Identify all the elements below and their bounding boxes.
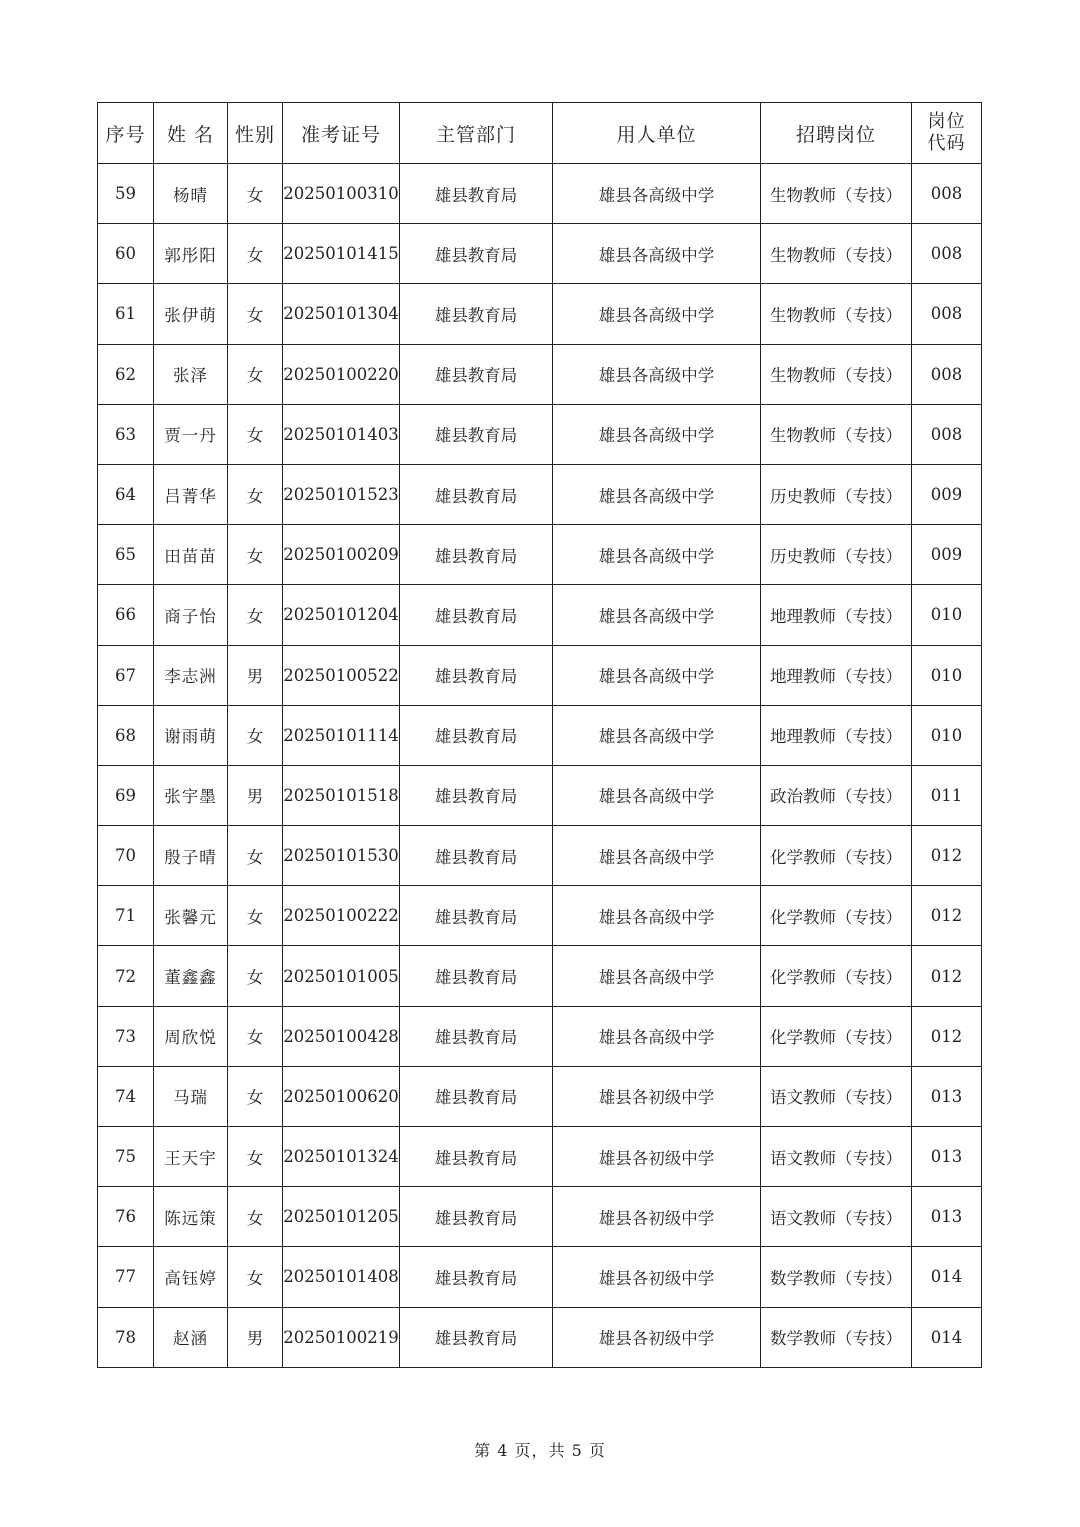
header-department: 主管部门 — [400, 103, 553, 164]
cell-seq: 61 — [98, 284, 154, 344]
table-row — [98, 826, 982, 886]
table-row — [98, 344, 982, 404]
table-row — [98, 1066, 982, 1126]
cell-name: 赵涵 — [154, 1307, 228, 1367]
cell-gender: 女 — [228, 705, 283, 765]
cell-name: 张伊萌 — [154, 284, 228, 344]
cell-department: 雄县教育局 — [400, 585, 553, 645]
cell-employer: 雄县各高级中学 — [553, 164, 761, 224]
cell-department: 雄县教育局 — [400, 946, 553, 1006]
candidate-table — [97, 102, 982, 1368]
table-row — [98, 585, 982, 645]
cell-position-code: 010 — [912, 705, 982, 765]
cell-exam-no: 20250100222 — [283, 886, 400, 946]
cell-name: 郭彤阳 — [154, 224, 228, 284]
cell-gender: 女 — [228, 1187, 283, 1247]
cell-exam-no: 20250101530 — [283, 826, 400, 886]
table-row — [98, 645, 982, 705]
cell-position: 化学教师（专技） — [761, 886, 912, 946]
cell-exam-no: 20250101415 — [283, 224, 400, 284]
cell-position-code: 014 — [912, 1307, 982, 1367]
cell-gender: 男 — [228, 645, 283, 705]
cell-position-code: 014 — [912, 1247, 982, 1307]
cell-seq: 68 — [98, 705, 154, 765]
cell-position: 生物教师（专技） — [761, 284, 912, 344]
cell-employer: 雄县各高级中学 — [553, 765, 761, 825]
cell-exam-no: 20250100620 — [283, 1066, 400, 1126]
cell-department: 雄县教育局 — [400, 1307, 553, 1367]
cell-exam-no: 20250101324 — [283, 1127, 400, 1187]
table-row — [98, 1127, 982, 1187]
cell-position-code: 008 — [912, 404, 982, 464]
cell-gender: 女 — [228, 344, 283, 404]
cell-name: 吕菁华 — [154, 464, 228, 524]
cell-position: 语文教师（专技） — [761, 1066, 912, 1126]
cell-department: 雄县教育局 — [400, 464, 553, 524]
cell-gender: 女 — [228, 826, 283, 886]
cell-seq: 63 — [98, 404, 154, 464]
cell-department: 雄县教育局 — [400, 1127, 553, 1187]
cell-name: 谢雨萌 — [154, 705, 228, 765]
cell-department: 雄县教育局 — [400, 886, 553, 946]
cell-employer: 雄县各高级中学 — [553, 464, 761, 524]
cell-employer: 雄县各初级中学 — [553, 1247, 761, 1307]
header-employer: 用人单位 — [553, 103, 761, 164]
cell-name: 殷子晴 — [154, 826, 228, 886]
cell-department: 雄县教育局 — [400, 224, 553, 284]
table-header — [98, 103, 982, 164]
cell-position: 生物教师（专技） — [761, 164, 912, 224]
cell-gender: 女 — [228, 886, 283, 946]
cell-gender: 女 — [228, 525, 283, 585]
cell-gender: 女 — [228, 946, 283, 1006]
cell-name: 陈远策 — [154, 1187, 228, 1247]
cell-position-code: 012 — [912, 1006, 982, 1066]
cell-employer: 雄县各高级中学 — [553, 404, 761, 464]
cell-department: 雄县教育局 — [400, 1066, 553, 1126]
cell-name: 杨晴 — [154, 164, 228, 224]
cell-position-code: 011 — [912, 765, 982, 825]
table-row — [98, 1006, 982, 1066]
cell-seq: 77 — [98, 1247, 154, 1307]
header-position-code — [912, 103, 982, 164]
cell-gender: 女 — [228, 224, 283, 284]
table-row — [98, 946, 982, 1006]
cell-employer: 雄县各初级中学 — [553, 1187, 761, 1247]
cell-name: 田苗苗 — [154, 525, 228, 585]
cell-department: 雄县教育局 — [400, 344, 553, 404]
cell-position-code: 010 — [912, 585, 982, 645]
table-row — [98, 705, 982, 765]
cell-exam-no: 20250101204 — [283, 585, 400, 645]
cell-name: 贾一丹 — [154, 404, 228, 464]
cell-position-code: 008 — [912, 284, 982, 344]
table-row — [98, 224, 982, 284]
cell-seq: 65 — [98, 525, 154, 585]
cell-position: 政治教师（专技） — [761, 765, 912, 825]
cell-department: 雄县教育局 — [400, 164, 553, 224]
cell-seq: 73 — [98, 1006, 154, 1066]
cell-exam-no: 20250100219 — [283, 1307, 400, 1367]
cell-seq: 64 — [98, 464, 154, 524]
cell-department: 雄县教育局 — [400, 404, 553, 464]
cell-position: 生物教师（专技） — [761, 404, 912, 464]
cell-exam-no: 20250100220 — [283, 344, 400, 404]
cell-employer: 雄县各高级中学 — [553, 705, 761, 765]
cell-position: 数学教师（专技） — [761, 1247, 912, 1307]
cell-employer: 雄县各初级中学 — [553, 1307, 761, 1367]
cell-seq: 60 — [98, 224, 154, 284]
cell-employer: 雄县各高级中学 — [553, 1006, 761, 1066]
cell-position-code: 012 — [912, 886, 982, 946]
cell-seq: 66 — [98, 585, 154, 645]
cell-seq: 67 — [98, 645, 154, 705]
cell-position-code: 008 — [912, 344, 982, 404]
table-body — [98, 164, 982, 1368]
header-gender: 性别 — [228, 103, 283, 164]
cell-position: 化学教师（专技） — [761, 946, 912, 1006]
cell-employer: 雄县各高级中学 — [553, 585, 761, 645]
cell-gender: 女 — [228, 284, 283, 344]
cell-position: 生物教师（专技） — [761, 224, 912, 284]
cell-position-code: 013 — [912, 1127, 982, 1187]
cell-department: 雄县教育局 — [400, 765, 553, 825]
cell-gender: 女 — [228, 1127, 283, 1187]
cell-department: 雄县教育局 — [400, 284, 553, 344]
cell-position-code: 013 — [912, 1187, 982, 1247]
cell-exam-no: 20250101114 — [283, 705, 400, 765]
cell-employer: 雄县各高级中学 — [553, 645, 761, 705]
cell-position-code: 008 — [912, 224, 982, 284]
cell-position: 地理教师（专技） — [761, 705, 912, 765]
cell-exam-no: 20250101005 — [283, 946, 400, 1006]
cell-position: 数学教师（专技） — [761, 1307, 912, 1367]
cell-employer: 雄县各高级中学 — [553, 946, 761, 1006]
cell-exam-no: 20250100522 — [283, 645, 400, 705]
cell-name: 张馨元 — [154, 886, 228, 946]
cell-exam-no: 20250101523 — [283, 464, 400, 524]
cell-exam-no: 20250100310 — [283, 164, 400, 224]
header-seq: 序号 — [98, 103, 154, 164]
cell-name: 周欣悦 — [154, 1006, 228, 1066]
table-row — [98, 1307, 982, 1367]
cell-gender: 女 — [228, 1247, 283, 1307]
cell-name: 李志洲 — [154, 645, 228, 705]
table-row — [98, 164, 982, 224]
cell-exam-no: 20250101304 — [283, 284, 400, 344]
cell-name: 马瑞 — [154, 1066, 228, 1126]
cell-exam-no: 20250101205 — [283, 1187, 400, 1247]
cell-name: 王天宇 — [154, 1127, 228, 1187]
cell-employer: 雄县各高级中学 — [553, 525, 761, 585]
cell-exam-no: 20250100428 — [283, 1006, 400, 1066]
cell-gender: 女 — [228, 404, 283, 464]
header-exam-no: 准考证号 — [283, 103, 400, 164]
header-code-line2: 代码 — [927, 133, 966, 154]
cell-department: 雄县教育局 — [400, 645, 553, 705]
cell-seq: 74 — [98, 1066, 154, 1126]
cell-employer: 雄县各高级中学 — [553, 886, 761, 946]
table-row — [98, 404, 982, 464]
table-row — [98, 765, 982, 825]
cell-gender: 男 — [228, 765, 283, 825]
cell-exam-no: 20250101403 — [283, 404, 400, 464]
cell-exam-no: 20250100209 — [283, 525, 400, 585]
cell-position-code: 012 — [912, 826, 982, 886]
cell-position: 地理教师（专技） — [761, 585, 912, 645]
cell-position-code: 009 — [912, 464, 982, 524]
cell-position-code: 010 — [912, 645, 982, 705]
cell-position-code: 008 — [912, 164, 982, 224]
cell-gender: 女 — [228, 1006, 283, 1066]
cell-employer: 雄县各初级中学 — [553, 1127, 761, 1187]
header-name: 姓 名 — [154, 103, 228, 164]
table-row — [98, 284, 982, 344]
cell-gender: 男 — [228, 1307, 283, 1367]
cell-employer: 雄县各初级中学 — [553, 1066, 761, 1126]
header-position: 招聘岗位 — [761, 103, 912, 164]
cell-employer: 雄县各高级中学 — [553, 224, 761, 284]
cell-seq: 69 — [98, 765, 154, 825]
cell-seq: 75 — [98, 1127, 154, 1187]
cell-department: 雄县教育局 — [400, 1247, 553, 1307]
cell-position: 地理教师（专技） — [761, 645, 912, 705]
cell-position: 化学教师（专技） — [761, 826, 912, 886]
header-code-line1: 岗位 — [927, 111, 966, 132]
cell-name: 商子怡 — [154, 585, 228, 645]
cell-exam-no: 20250101518 — [283, 765, 400, 825]
cell-seq: 62 — [98, 344, 154, 404]
table-row — [98, 886, 982, 946]
cell-name: 张宇墨 — [154, 765, 228, 825]
cell-employer: 雄县各高级中学 — [553, 284, 761, 344]
cell-position: 生物教师（专技） — [761, 344, 912, 404]
cell-seq: 59 — [98, 164, 154, 224]
cell-department: 雄县教育局 — [400, 525, 553, 585]
cell-position-code: 012 — [912, 946, 982, 1006]
cell-employer: 雄县各高级中学 — [553, 344, 761, 404]
cell-gender: 女 — [228, 464, 283, 524]
cell-department: 雄县教育局 — [400, 826, 553, 886]
cell-position: 历史教师（专技） — [761, 525, 912, 585]
cell-gender: 女 — [228, 164, 283, 224]
cell-position: 语文教师（专技） — [761, 1187, 912, 1247]
cell-position: 语文教师（专技） — [761, 1127, 912, 1187]
cell-position: 历史教师（专技） — [761, 464, 912, 524]
cell-gender: 女 — [228, 1066, 283, 1126]
cell-exam-no: 20250101408 — [283, 1247, 400, 1307]
cell-gender: 女 — [228, 585, 283, 645]
table-row — [98, 525, 982, 585]
cell-department: 雄县教育局 — [400, 705, 553, 765]
cell-seq: 78 — [98, 1307, 154, 1367]
cell-position-code: 013 — [912, 1066, 982, 1126]
cell-name: 董鑫鑫 — [154, 946, 228, 1006]
table-row — [98, 464, 982, 524]
table-row — [98, 1187, 982, 1247]
cell-seq: 72 — [98, 946, 154, 1006]
cell-department: 雄县教育局 — [400, 1187, 553, 1247]
cell-name: 高钰婷 — [154, 1247, 228, 1307]
cell-name: 张泽 — [154, 344, 228, 404]
cell-seq: 76 — [98, 1187, 154, 1247]
cell-employer: 雄县各高级中学 — [553, 826, 761, 886]
cell-position-code: 009 — [912, 525, 982, 585]
cell-department: 雄县教育局 — [400, 1006, 553, 1066]
cell-seq: 70 — [98, 826, 154, 886]
cell-position: 化学教师（专技） — [761, 1006, 912, 1066]
table-row — [98, 1247, 982, 1307]
cell-seq: 71 — [98, 886, 154, 946]
page-footer: 第 4 页，共 5 页 — [474, 1441, 606, 1460]
